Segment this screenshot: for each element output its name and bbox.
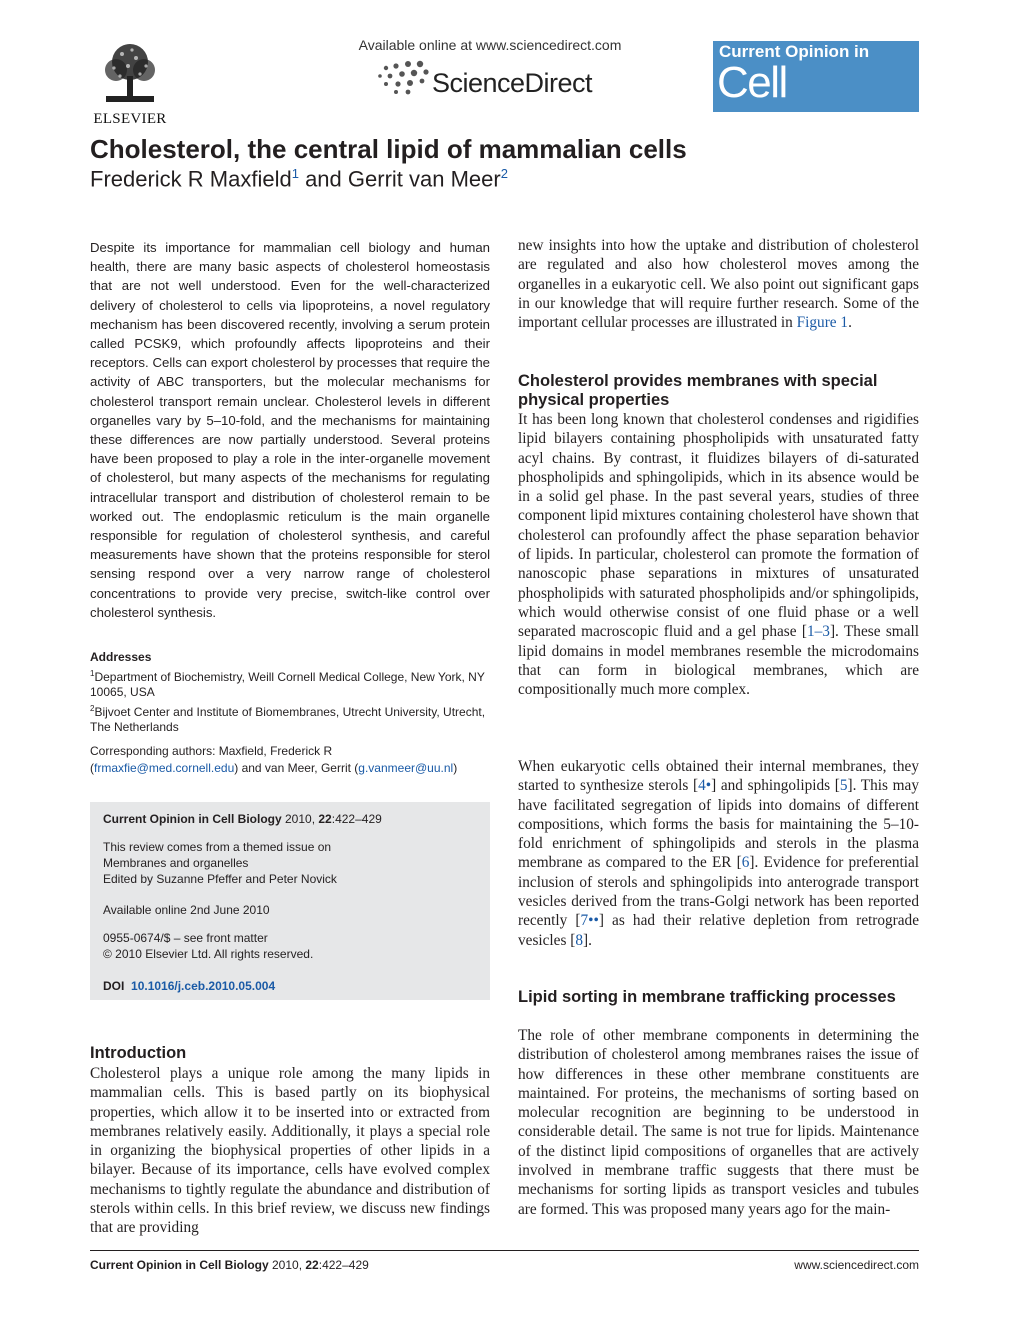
address-1 bbox=[90, 666, 490, 701]
infobox-citation bbox=[103, 811, 382, 827]
article-info-box bbox=[90, 802, 490, 1000]
s1p1-text-b: ]. These small lipid domains in model membranes resemble the microdomains that can form in biological membranes, which are compositionally much more complex. bbox=[518, 623, 919, 699]
infobox-themed-3: Edited by Suzanne Pfeffer and Peter Novick bbox=[103, 872, 337, 886]
abstract: Despite its importance for mammalian cell biology and human health, there are many basic aspects of cholesterol homeostasis that are not well understood. Even for the well-characterized delivery of cholesterol to cells via lipoproteins, a novel regulatory mechanism has been discovered recently, involving a serum protein called PCSK9, which profoundly affects lipoproteins and their receptors. Cells can export cholesterol by processes that require the activity of ABC transporters, but the molecular mechanisms for cholesterol transport remain unclear. Cholesterol levels in different organelles vary by 5–10-fold, and the mechanisms for maintaining these differences are now partially understood. Several proteins have been proposed to play a role in the inter-organelle movement of cholesterol, but many aspects of the mechanisms for regulating intracellular transport and distribution of cholesterol remain to be worked out. The endoplasmic reticulum is the main organelle responsible for regulation of cholesterol synthesis, and careful measurements have shown that the proteins responsible for sterol sensing respond over a very narrow range of cholesterol concentrations to provide very precise, switch-like control over cholesterol synthesis. bbox=[90, 240, 490, 620]
journal-logo bbox=[713, 41, 919, 157]
footer-url[interactable]: www.sciencedirect.com bbox=[794, 1258, 919, 1272]
s1p2-text-a: When eukaryotic cells obtained their internal membranes, they started to synthesize sterols [ bbox=[518, 758, 919, 795]
ref-link-6[interactable]: 6 bbox=[741, 854, 750, 872]
addresses bbox=[90, 650, 490, 736]
infobox-themed-2: Membranes and organelles bbox=[103, 856, 249, 870]
journal-logo-line1: Current Opinion in bbox=[719, 42, 870, 61]
available-online-text: Available online at www.sciencedirect.com bbox=[358, 37, 622, 53]
infobox-volume: 22 bbox=[318, 812, 332, 826]
article-title: Cholesterol, the central lipid of mammalian cells bbox=[90, 134, 687, 164]
section-1-paragraph-1 bbox=[518, 410, 919, 699]
infobox-year: 2010, bbox=[281, 812, 319, 826]
footer-divider bbox=[90, 1250, 919, 1251]
figure-1-link[interactable]: Figure 1 bbox=[796, 314, 849, 332]
footer-journal: Current Opinion in Cell Biology bbox=[90, 1258, 269, 1272]
address-2 bbox=[90, 701, 490, 736]
section-2-text: The role of other membrane components in determining the distribution of cholesterol among membranes raises the issue of how differences in these other membrane constituents are maintained. For proteins, the mechanisms of sorting based on molecular recognition are beginning to be understood in considerable detail. The same is not true for lipids. Maintenance of the distinct lipid compositions of organelles that are actively involved in membrane traffic suggests that there must be mechanisms for sorting lipids as transport vesicles and tubules are formed. This was proposed many years ago for the main- bbox=[518, 1027, 919, 1218]
elsevier-logo bbox=[88, 40, 172, 128]
author-conjunction: and bbox=[298, 166, 348, 192]
section-2-heading: Lipid sorting in membrane trafficking processes bbox=[518, 988, 896, 1006]
address-1-text: Department of Biochemistry, Weill Cornell Medical College, New York, NY 10065, USA bbox=[90, 669, 485, 699]
author-2: Gerrit van Meer bbox=[347, 166, 501, 192]
paren-close: ) bbox=[453, 761, 458, 775]
corresponding-mid: ) and van Meer, Gerrit ( bbox=[234, 761, 359, 775]
introduction-heading: Introduction bbox=[90, 1044, 187, 1062]
ref-link-1-3[interactable]: 1–3 bbox=[807, 623, 830, 641]
s1p2-text-d: ]. Evidence for preferential inclusion of sterols and sphingolipids into anterograde transport vesicles derived from the trans-Golgi network has been reported recently [ bbox=[518, 854, 920, 930]
doi-link[interactable]: 10.1016/j.ceb.2010.05.004 bbox=[131, 979, 276, 993]
author-1-affiliation: 1 bbox=[291, 166, 299, 181]
ref-link-5[interactable]: 5 bbox=[839, 777, 848, 795]
author-line bbox=[90, 166, 508, 192]
s1p2-text-e: ] as had their relative depletion from retrograde vesicles [ bbox=[518, 912, 919, 949]
email-link-1[interactable]: frmaxfie@med.cornell.edu bbox=[94, 761, 235, 775]
s1p2-text-f: ]. bbox=[583, 931, 592, 949]
s1p1-text-a: It has been long known that cholesterol condenses and rigidifies lipid bilayers containing phospholipids with unsaturated fatty acyl chains. By contrast, it fluidizes bilayers of di-saturated phospholipids and sphingolipids, which in its absence would be in a solid gel phase. In the past several years, studies of three component lipid mixtures containing cholesterol have shown that cholesterol can profoundly affect the phase separation behavior of lipids. In particular, cholesterol can promote the formation of nanoscopic phase separations in mixtures of unsaturated phospholipids with saturated phospholipids and/or sphingolipids, which would otherwise consist of one fluid phase or a well separated macroscopic fluid and a gel phase [ bbox=[518, 411, 919, 641]
author-1: Frederick R Maxfield bbox=[90, 166, 292, 192]
author-2-affiliation: 2 bbox=[500, 166, 508, 181]
introduction-text: Cholesterol plays a unique role among the many lipids in mammalian cells. This is based partly on its biophysical properties, which allow it to be inserted into or extracted from membranes relatively easily. Additionally, it plays a special role in organizing the biophysical properties of other lipids in a bilayer. Because of its importance, cells have evolved complex mechanisms to tightly regulate the abundance and distribution of sterols within cells. In this brief review, we discuss new findings that are providing bbox=[90, 1065, 490, 1237]
corresponding-authors bbox=[90, 743, 490, 777]
s1p2-text-c: ]. This may have facilitated segregation of lipids into domains of different compositions, which forms the basis for maintaining the 5–10-fold enrichment of sphingolipids and sterols in the plasma membrane as compared to the ER [ bbox=[518, 777, 919, 872]
doi-label: DOI bbox=[103, 979, 125, 993]
email-link-2[interactable]: g.vanmeer@uu.nl bbox=[358, 761, 454, 775]
infobox-available: Available online 2nd June 2010 bbox=[103, 903, 270, 917]
address-2-number: 2 bbox=[90, 703, 95, 713]
infobox-pages: :422–429 bbox=[331, 812, 382, 826]
address-1-number: 1 bbox=[90, 668, 95, 678]
addresses-heading: Addresses bbox=[90, 650, 152, 664]
s1p2-text-b: ] and sphingolipids [ bbox=[711, 777, 840, 795]
infobox-themed-1: This review comes from a themed issue on bbox=[103, 840, 332, 854]
publisher-name: ELSEVIER bbox=[93, 111, 167, 127]
ref-link-4[interactable]: 4• bbox=[698, 777, 712, 795]
footer-year: 2010, bbox=[268, 1258, 306, 1272]
ref-link-7[interactable]: 7•• bbox=[580, 912, 599, 930]
infobox-issn: 0955-0674/$ – see front matter bbox=[103, 931, 268, 945]
intro-continuation-text: new insights into how the uptake and distribution of cholesterol are regulated and also how cholesterol moves among the organelles in a eukaryotic cell. We also point out significant gaps in our knowledge that will require further research. Some of the important cellular processes are illustrated in bbox=[518, 237, 919, 332]
footer-pages: :422–429 bbox=[318, 1258, 369, 1272]
corresponding-line1: Corresponding authors: Maxfield, Frederick R bbox=[90, 744, 333, 758]
corresponding-line2 bbox=[90, 760, 490, 777]
journal-logo-line2: Cell Biology bbox=[717, 58, 851, 157]
footer-citation bbox=[90, 1258, 369, 1272]
address-2-text: Bijvoet Center and Institute of Biomembranes, Utrecht University, Utrecht, The Netherlands bbox=[90, 704, 486, 734]
infobox-doi bbox=[103, 978, 275, 994]
section-1-heading: Cholesterol provides membranes with special physical properties bbox=[518, 372, 878, 409]
intro-continuation-end: . bbox=[848, 314, 852, 332]
infobox-journal: Current Opinion in Cell Biology bbox=[103, 812, 282, 826]
sciencedirect-logo-text: ScienceDirect bbox=[432, 68, 593, 98]
elsevier-tree-icon bbox=[100, 40, 160, 108]
section-1-paragraph-2 bbox=[518, 757, 919, 950]
paren-open: ( bbox=[90, 761, 94, 775]
infobox-copyright: © 2010 Elsevier Ltd. All rights reserved. bbox=[103, 947, 314, 961]
ref-link-8[interactable]: 8 bbox=[575, 931, 583, 949]
footer-volume: 22 bbox=[305, 1258, 319, 1272]
intro-continuation bbox=[518, 236, 919, 332]
